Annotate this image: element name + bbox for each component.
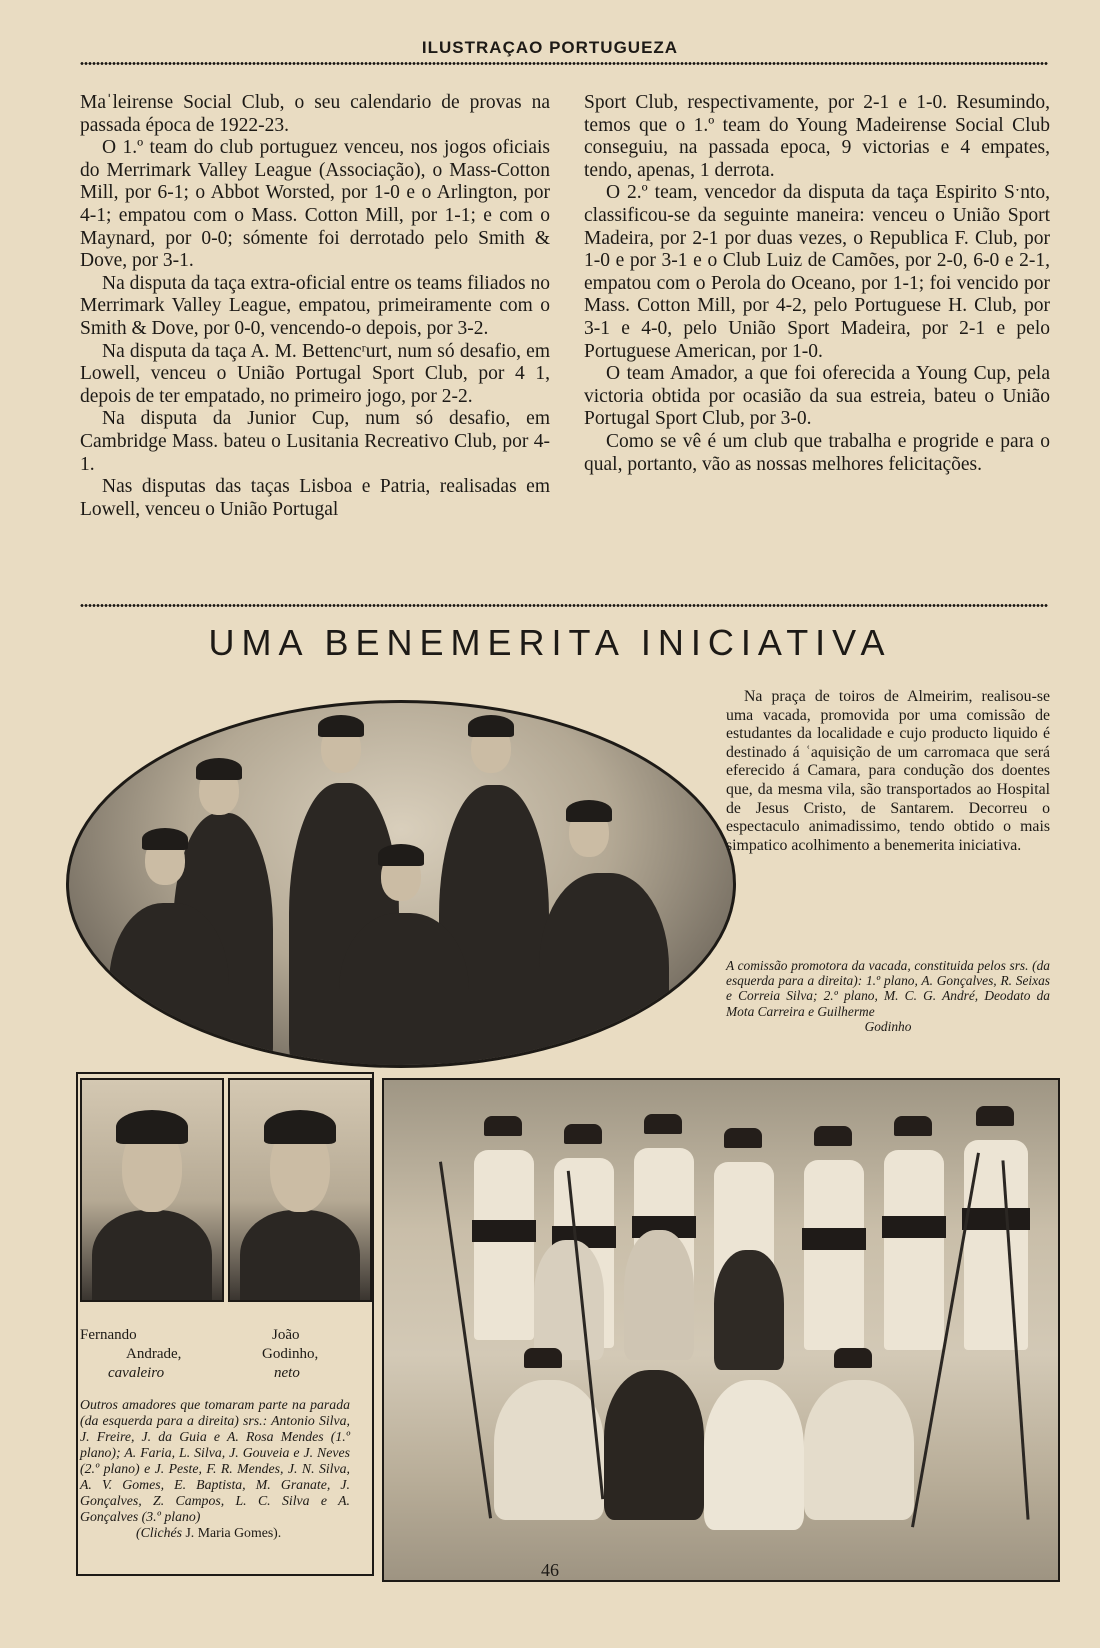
person-hair (468, 715, 514, 737)
paragraph: Nas disputas das taças Lisboa e Patria, realisadas em Lowell, venceu o União Portugal (80, 476, 550, 520)
person-hair (566, 800, 612, 822)
cap (834, 1348, 872, 1368)
sash (882, 1216, 946, 1238)
caption-line: Andrade, (126, 1346, 182, 1362)
person-figure (804, 1160, 864, 1350)
person-hair (196, 758, 242, 780)
paragraph: Na disputa da taça extra-oficial entre os teams filiados no Merrimark Valley League, empatou, primeiramente com o Smith & Dove, por 0-0, vencendo-o depois, por 3-2. (80, 272, 550, 339)
caption-last-line: Godinho (864, 1018, 912, 1034)
person-figure (109, 903, 229, 1068)
person-figure (604, 1370, 704, 1520)
caption-line: neto (274, 1365, 300, 1381)
cap (976, 1106, 1014, 1126)
person-figure (240, 1210, 360, 1302)
person-figure (539, 873, 669, 1068)
paragraph: Sport Club, respectivamente, por 2-1 e 1-0. Resumindo, temos que o 1.º team do Young Madeirense Social Club conseguiu, na passada epoca, 9 victorias e 4 empates, tendo, apenas, 1 derrota. (584, 92, 1050, 181)
person-figure (624, 1230, 694, 1360)
paragraph: O 1.º team do club portuguez venceu, nos jogos oficiais do Merrimark Valley League (Associação), o Mass-Cotton Mill, por 6-1; o Abbot Worsted, por 1-0 e o Arlington, por 4-1; empatou com o Mass. Cotton Mill, por 1-1; e com o Maynard, por 0-0; sómente foi derrotado pelo Smith & Dove, por 3-1. (80, 137, 550, 272)
paragraph: Maˈleirense Social Club, o seu calendario de provas na passada época de 1922-23. (80, 92, 550, 136)
left-text-column (80, 92, 550, 521)
person-figure (704, 1380, 804, 1530)
article-headline: UMA BENEMERITA INICIATIVA (208, 622, 892, 663)
paragraph: O 2.º team, vencedor da disputa da taça Espirito Sˑnto, classificou-se da seguinte maneira: venceu o União Sport Madeira, por 2-1 por duas vezes, o Republica F. Club, por 1-0 e por 3-1 e o Club Luiz de Camões, por 2-0, 6-0 e 2-1, empatou com o Perola do Oceano, por 1-1; foi vencido por Mass. Cotton Mill, por 4-2, pelo Portuguese H. Club, por 3-1 e 4-0, pelo União Sport Madeira, por 2-1 e pelo Portuguese American, por 1-0. (584, 182, 1050, 362)
cap (894, 1116, 932, 1136)
paragraph: O team Amador, a que foi oferecida a Young Cup, pela victoria obtida por ocasião da sua estreia, bateu o União Portugal Sport Club, por 3-0. (584, 363, 1050, 430)
right-text-column (584, 92, 1050, 476)
person-figure (92, 1210, 212, 1302)
sash (472, 1220, 536, 1242)
person-hair (142, 828, 188, 850)
section-dotted-rule (80, 604, 1048, 607)
portrait-photo-fernando (80, 1078, 224, 1302)
paragraph: Na disputa da Junior Cup, num só desafio, em Cambridge Mass. bateu o Lusitania Recreativo Club, por 4-1. (80, 408, 550, 475)
intro-paragraph: Na praça de toiros de Almeirim, realisou-se uma vacada, promovida por uma comissão de estudantes da localidade e cujo producto liquido é destinado á ʿaquisição de um carromaca que será eferecido á Camara, para condução dos doentes que, da mesma vila, são transportados ao Hospital de Jesus Cristo, de Santarem. Decorreu o espectaculo animadissimo, tendo obtido o mais simpatico acolhimento a benemerita iniciativa. (726, 688, 1050, 854)
person-hair (318, 715, 364, 737)
caption-line: João (272, 1327, 300, 1343)
person-figure (494, 1380, 604, 1520)
portrait-caption-right (262, 1326, 362, 1383)
cap (564, 1124, 602, 1144)
caption-line: cavaleiro (108, 1365, 165, 1381)
amateurs-group-photo (382, 1078, 1060, 1582)
paragraph: Como se vê é um club que trabalha e progride e para o qual, portanto, vão as nossas melhores felicitações. (584, 430, 1050, 475)
committee-oval-photo (66, 700, 736, 1068)
person-figure (884, 1150, 944, 1350)
article-intro (726, 688, 1050, 855)
person-figure (339, 913, 469, 1068)
portrait-caption-left (80, 1326, 220, 1383)
person-hair (378, 844, 424, 866)
cap (814, 1126, 852, 1146)
caption-text: Outros amadores que tomaram parte na parada (da esquerda para a direita) srs.: Antonio Silva, J. Freire, J. da Guia e A. Rosa Mendes (1.º plano); A. Faria, L. Silva, J. Gouveia e J. Neves (2.º plano) e J. Peste, F. R. Mendes, J. N. Silva, A. V. Gomes, E. Baptista, M. Granate, J. Gonçalves, Z. Campos, L. C. Silva e A. Gonçalves (3.º plano) (80, 1397, 350, 1524)
oval-photo-caption (726, 958, 1050, 1034)
page-number: 46 (541, 1560, 559, 1580)
credit-prefix: (Clichés (136, 1525, 182, 1540)
caption-line: Fernando (80, 1327, 137, 1343)
caption-text: A comissão promotora da vacada, constituida pelos srs. (da esquerda para a direita): 1.º plano, A. Gonçalves, R. Seixas e Correia Silva; 2.º plano, M. C. G. André, Deodato da Mota Carreira e Guilherme (726, 958, 1050, 1019)
running-title: ILUSTRAÇAO PORTUGUEZA (421, 38, 679, 57)
cap (484, 1116, 522, 1136)
photo-credit (80, 1525, 350, 1541)
caption-line: Godinho, (262, 1346, 319, 1362)
sash (802, 1228, 866, 1250)
cap (524, 1348, 562, 1368)
credit-name: J. Maria Gomes). (185, 1525, 282, 1540)
person-figure (714, 1250, 784, 1370)
cap (644, 1114, 682, 1134)
group-photo-caption (80, 1397, 350, 1541)
top-dotted-rule (80, 62, 1048, 65)
person-figure (474, 1150, 534, 1340)
person-figure (804, 1380, 914, 1520)
sash (962, 1208, 1030, 1230)
portrait-photo-joao (228, 1078, 372, 1302)
cap (724, 1128, 762, 1148)
person-hair (116, 1110, 188, 1144)
paragraph: Na disputa da taça A. M. Bettencʳurt, num só desafio, em Lowell, venceu o União Portugal Sport Club, por 4 1, depois de ter empatado, no primeiro jogo, por 2-2. (80, 340, 550, 407)
person-figure (534, 1240, 604, 1360)
person-hair (264, 1110, 336, 1144)
